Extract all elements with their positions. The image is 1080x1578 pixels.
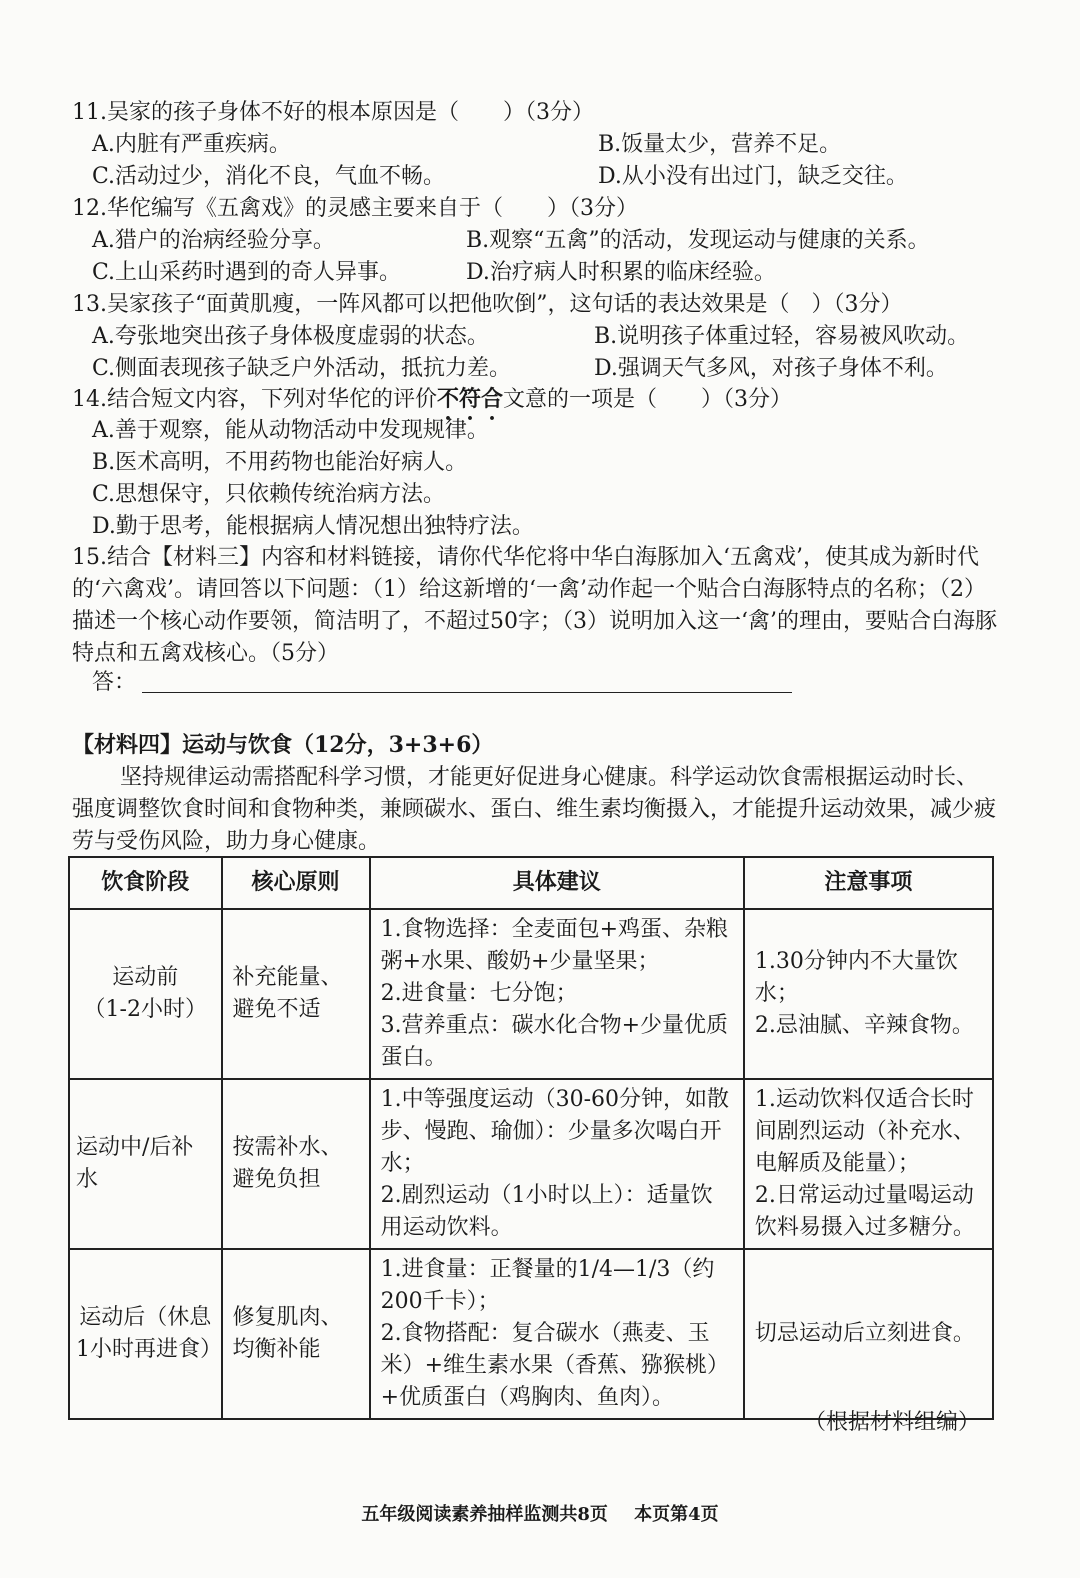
stage-text: 运动前 [112,965,179,990]
advice-item: 1.食物选择：全麦面包+鸡蛋、杂粮粥+水果、酸奶+少量坚果； [380,917,729,974]
stage-cell [69,1079,222,1249]
table-header-row [69,857,993,909]
stage-cell [69,909,222,1079]
stage-text: 运动中/后补水 [76,1135,194,1192]
header-advice: 具体建议 [370,857,744,909]
advice-cell [370,1249,744,1419]
stage-subtext: （1-2小时） [83,997,207,1022]
q11-option-b: B.饭量太少，营养不足。 [598,132,842,157]
q15-answer-label: 答： [92,670,137,695]
advice-item: 1.中等强度运动（30-60分钟，如散步、慢跑、瑜伽）：少量多次喝白开水； [380,1087,729,1176]
q11-option-d: D.从小没有出过门，缺乏交往。 [598,164,908,189]
principle-cell: 修复肌肉、均衡补能 [222,1249,370,1419]
question-15-text: 15.结合【材料三】内容和材料链接，请你代华佗将中华白海豚加入‘五禽戏’，使其成为新时代的‘六禽戏’。请回答以下问题：（1）给这新增的‘一禽’动作起一个贴合白海豚特点的名称；（2）描述一个核心动作要领，简洁明了，不超过50字；（3）说明加入这一‘禽’的理由，要贴合白海豚特点和五禽戏核心。（5分） [72,545,997,666]
header-stage: 饮食阶段 [69,857,222,909]
notes-cell [744,909,993,1079]
diet-table [68,856,994,1420]
header-notes: 注意事项 [744,857,993,909]
header-principle: 核心原则 [222,857,370,909]
question-12-stem: 12.华佗编写《五禽戏》的灵感主要来自于（ ）（3分） [72,196,638,221]
material-4-heading: 【材料四】运动与饮食（12分，3+3+6） [72,732,494,758]
advice-item: 1.进食量：正餐量的1/4—1/3（约200千卡）； [380,1257,715,1314]
total-pages-text: 五年级阅读素养抽样监测共8页 [361,1504,608,1525]
q14-stem-before: 14.结合短文内容，下列对华佗的评价 [72,387,437,412]
table-row [69,1249,993,1419]
q12-option-c: C.上山采药时遇到的奇人异事。 [92,260,402,285]
page-footer [0,1500,1080,1526]
q14-option-c: C.思想保守，只依赖传统治病方法。 [92,482,446,507]
q13-option-a: A.夸张地突出孩子身体极度虚弱的状态。 [92,324,489,349]
q11-option-c: C.活动过少，消化不良，气血不畅。 [92,164,446,189]
advice-cell [370,909,744,1079]
advice-item: 2.进食量：七分饱； [380,981,578,1006]
q13-option-c: C.侧面表现孩子缺乏户外活动，抵抗力差。 [92,356,512,381]
q14-option-b: B.医术高明，不用药物也能治好病人。 [92,450,468,475]
q15-answer-line[interactable] [142,692,792,693]
q13-option-b: B.说明孩子体重过轻，容易被风吹动。 [594,324,970,349]
advice-item: 3.营养重点：碳水化合物+少量优质蛋白。 [380,1013,729,1070]
question-13-stem: 13.吴家孩子“面黄肌瘦，一阵风都可以把他吹倒”，这句话的表达效果是（ ）（3分） [72,292,903,317]
note-item: 切忌运动后立刻进食。 [754,1321,975,1346]
note-item: 2.日常运动过量喝运动饮料易摄入过多糖分。 [754,1183,975,1240]
q12-option-d: D.治疗病人时积累的临床经验。 [466,260,776,285]
material-4-intro: 坚持规律运动需搭配科学习惯，才能更好促进身心健康。科学运动饮食需根据运动时长、强度调整饮食时间和食物种类，兼顾碳水、蛋白、维生素均衡摄入，才能提升运动效果，减少疲劳与受伤风险，助力身心健康。 [72,765,997,854]
source-note: （根据材料组编） [803,1410,980,1435]
stage-text: 运动后（休息1小时再进食） [76,1305,222,1362]
q14-stem-emphasis: 不符合 [437,386,504,412]
note-item: 1.30分钟内不大量饮水； [754,949,958,1006]
advice-cell [370,1079,744,1249]
q14-stem-after: 文意的一项是（ ）（3分） [503,387,793,412]
q14-option-a: A.善于观察，能从动物活动中发现规律。 [92,418,489,443]
q11-option-a: A.内脏有严重疾病。 [92,132,291,157]
stage-cell [69,1249,222,1419]
table-row [69,1079,993,1249]
advice-item: 2.剧烈运动（1小时以上）：适量饮用运动饮料。 [380,1183,713,1240]
notes-cell [744,1249,993,1419]
q14-option-d: D.勤于思考，能根据病人情况想出独特疗法。 [92,514,534,539]
note-item: 1.运动饮料仅适合长时间剧烈运动（补充水、电解质及能量）； [754,1087,975,1176]
q12-option-b: B.观察“五禽”的活动，发现运动与健康的关系。 [466,228,930,253]
principle-cell: 补充能量、避免不适 [222,909,370,1079]
table-row [69,909,993,1079]
question-11-stem: 11.吴家的孩子身体不好的根本原因是（ ）（3分） [72,100,594,125]
q13-option-d: D.强调天气多风，对孩子身体不利。 [594,356,948,381]
principle-cell: 按需补水、避免负担 [222,1079,370,1249]
q12-option-a: A.猎户的治病经验分享。 [92,228,335,253]
note-item: 2.忌油腻、辛辣食物。 [754,1013,974,1038]
notes-cell [744,1079,993,1249]
current-page-text: 本页第4页 [634,1504,719,1525]
advice-item: 2.食物搭配：复合碳水（燕麦、玉米）+维生素水果（香蕉、猕猴桃）+优质蛋白（鸡胸肉、鱼肉）。 [380,1321,730,1410]
